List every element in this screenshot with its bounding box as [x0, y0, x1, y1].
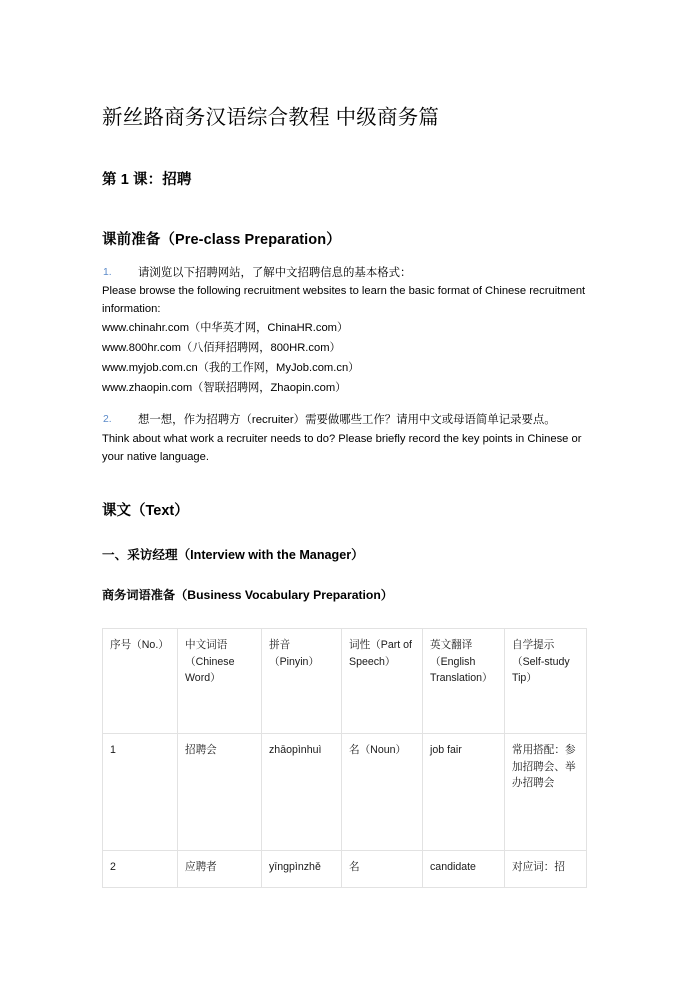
cell-english: job fair — [423, 734, 505, 851]
website-link-myjob[interactable]: www.myjob.com.cn（我的工作网，MyJob.com.cn） — [102, 362, 360, 375]
table-header-no: 序号（No.） — [103, 629, 178, 734]
cell-word: 应聘者 — [178, 851, 262, 888]
list-item-chinese: 请浏览以下招聘网站，了解中文招聘信息的基本格式： — [138, 266, 412, 279]
recruitment-website-list — [102, 318, 598, 398]
cell-no: 2 — [103, 851, 178, 888]
list-item — [102, 411, 598, 466]
preclass-heading: 课前准备（Pre-class Preparation） — [102, 231, 341, 248]
document-content — [102, 104, 598, 888]
page-title: 新丝路商务汉语综合教程 中级商务篇 — [102, 106, 440, 129]
cell-tip: 常用搭配：参加招聘会、举办招聘会 — [505, 734, 587, 851]
website-link-zhaopin[interactable]: www.zhaopin.com（智联招聘网，Zhaopin.com） — [102, 382, 347, 395]
cell-english: candidate — [423, 851, 505, 888]
list-item-chinese: 想一想，作为招聘方（recruiter）需要做哪些工作？请用中文或母语简单记录要点。 — [138, 414, 556, 427]
text-subsection-heading: 一、采访经理（Interview with the Manager） — [102, 547, 364, 562]
table-header-pinyin: 拼音（Pinyin） — [262, 629, 342, 734]
list-item — [102, 264, 598, 399]
cell-word: 招聘会 — [178, 734, 262, 851]
table-header-pos: 词性（Part of Speech） — [342, 629, 423, 734]
cell-pos: 名（Noun） — [342, 734, 423, 851]
cell-no: 1 — [103, 734, 178, 851]
list-marker-1: 1. — [103, 266, 112, 278]
table-header-row — [103, 629, 587, 734]
vocabulary-heading: 商务词语准备（Business Vocabulary Preparation） — [102, 588, 393, 603]
cell-pinyin: zhāopìnhuì — [262, 734, 342, 851]
preclass-list — [102, 264, 598, 466]
cell-pos: 名 — [342, 851, 423, 888]
cell-pinyin: yīngpìnzhě — [262, 851, 342, 888]
website-link-chinahr[interactable]: www.chinahr.com（中华英才网，ChinaHR.com） — [102, 322, 349, 335]
website-link-800hr[interactable]: www.800hr.com（八佰拜招聘网，800HR.com） — [102, 342, 341, 355]
cell-tip: 对应词：招 — [505, 851, 587, 888]
lesson-heading: 第 1 课：招聘 — [102, 172, 192, 189]
text-section-heading: 课文（Text） — [102, 502, 189, 519]
list-marker-2: 2. — [103, 414, 112, 426]
table-row — [103, 851, 587, 888]
table-header-english: 英文翻译（English Translation） — [423, 629, 505, 734]
vocabulary-table — [102, 628, 587, 888]
list-item-english: Please browse the following recruitment websites to learn the basic format of Chinese recruitment information: — [102, 284, 586, 316]
table-row — [103, 734, 587, 851]
table-header-tip: 自学提示（Self-study Tip） — [505, 629, 587, 734]
list-item-english: Think about what work a recruiter needs to do? Please briefly record the key points in Chinese or your native language. — [102, 432, 582, 463]
table-header-word: 中文词语（Chinese Word） — [178, 629, 262, 734]
